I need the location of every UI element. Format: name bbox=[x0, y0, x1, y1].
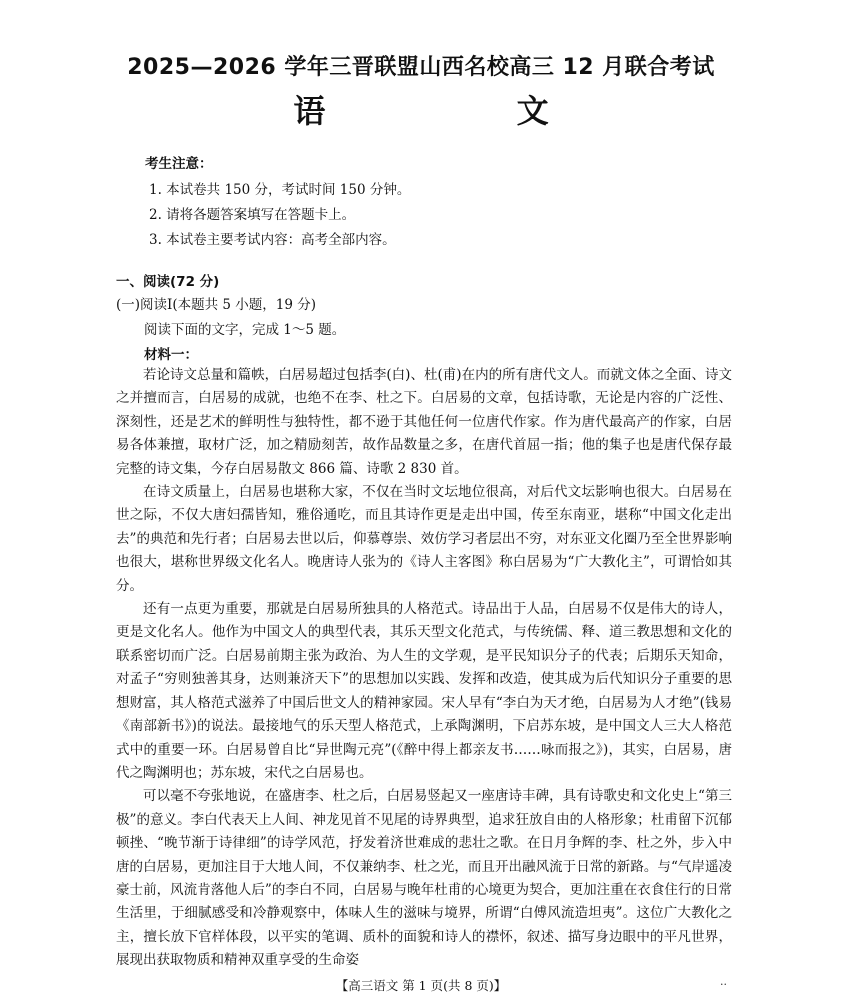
paragraph: 可以毫不夸张地说，在盛唐李、杜之后，白居易竖起又一座唐诗丰碑，具有诗歌史和文化史上“第三极”的意义。李白代表天上人间、神龙见首不见尾的诗界典型，追求狂放自由的人格形象；杜甫留下沉郁顿挫、“晚节渐于诗律细”的诗学风范，抒发着济世难成的悲壮之歌。在日月争辉的李、杜之外，步入中唐的白居易，更加注目于大地人间，不仅兼纳李、杜之光，而且开出融风流于日常的新路。与“气岸遥凌豪士前，风流肯落他人后”的李白不同，白居易与晚年杜甫的心境更为契合，更加注重在衣食住行的日常生活里，于细腻感受和冷静观察中，体味人生的滋味与境界，所谓“白傅风流造坦夷”。这位广大教化之主，擅长放下官样体段，以平实的笔调、质朴的面貌和诗人的襟怀，叙述、描写身边眼中的平凡世界，展现出获取物质和精神双重享受的生命姿 bbox=[116, 788, 732, 969]
notice-item: 3. 本试卷主要考试内容：高考全部内容。 bbox=[149, 232, 396, 248]
footer-mark: ·· bbox=[720, 978, 727, 991]
exam-title: 2025—2026 学年三晋联盟山西名校高三 12 月联合考试 bbox=[127, 55, 715, 80]
notice-item: 2. 请将各题答案填写在答题卡上。 bbox=[149, 207, 356, 223]
section-subheading: (一)阅读Ⅰ(本题共 5 小题，19 分) bbox=[116, 297, 317, 313]
reading-material bbox=[116, 364, 732, 973]
paragraph: 还有一点更为重要，那就是白居易所独具的人格范式。诗品出于人品，白居易不仅是伟大的诗人，更是文化名人。他作为中国文人的典型代表，其乐天型文化范式，与传统儒、释、道三教思想和文化的联系密切而广泛。白居易前期主张为政治、为人生的文学观，是平民知识分子的代表；后期乐天知命，对孟子“穷则独善其身，达则兼济天下”的思想加以实践、发挥和改造，使其成为后代知识分子重要的思想财富，其人格范式滋养了中国后世文人的精神家园。宋人早有“李白为天才绝，白居易为人才绝”(钱易《南部新书》)的说法。最接地气的乐天型人格范式，上承陶渊明，下启苏东坡，是中国文人三大人格范式中的重要一环。白居易曾自比“异世陶元亮”(《醉中得上都亲友书……咏而报之》)，其实，白居易，唐代之陶渊明也；苏东坡，宋代之白居易也。 bbox=[116, 601, 732, 781]
paragraph: 若论诗文总量和篇帙，白居易超过包括李(白)、杜(甫)在内的所有唐代文人。而就文体之全面、诗文之并擅而言，白居易的成就，也绝不在李、杜之下。白居易的文章，包括诗歌，无论是内容的广泛性、深刻性，还是艺术的鲜明性与独特性，都不逊于其他任何一位唐代作家。作为唐代最高产的作家，白居易各体兼擅，取材广泛，加之精励刻苦，故作品数量之多，在唐代首屈一指；他的集子也是唐代保存最完整的诗文集，今存白居易散文 866 篇、诗歌 2 830 首。 bbox=[116, 367, 732, 477]
section-instruction: 阅读下面的文字，完成 1～5 题。 bbox=[144, 322, 346, 338]
subject-title: 语 文 bbox=[293, 92, 639, 130]
paragraph: 在诗文质量上，白居易也堪称大家，不仅在当时文坛地位很高，对后代文坛影响也很大。白居易在世之际，不仅大唐妇孺皆知，雅俗通吃，而且其诗作更是走出中国，传至东南亚，堪称“中国文化走出去”的典范和先行者；白居易去世以后，仰慕尊崇、效仿学习者层出不穷，对东亚文化圈乃至全世界影响也很大，堪称世界级文化名人。晚唐诗人张为的《诗人主客图》称白居易为“广大教化主”，可谓恰如其分。 bbox=[116, 484, 732, 594]
section-heading: 一、阅读(72 分) bbox=[116, 274, 220, 290]
notice-item: 1. 本试卷共 150 分，考试时间 150 分钟。 bbox=[149, 182, 411, 198]
material-label: 材料一： bbox=[144, 347, 198, 363]
notice-title: 考生注意： bbox=[145, 156, 213, 172]
page-footer: 【高三语文 第 1 页(共 8 页)】 bbox=[335, 978, 507, 993]
candidate-notice bbox=[145, 152, 410, 253]
